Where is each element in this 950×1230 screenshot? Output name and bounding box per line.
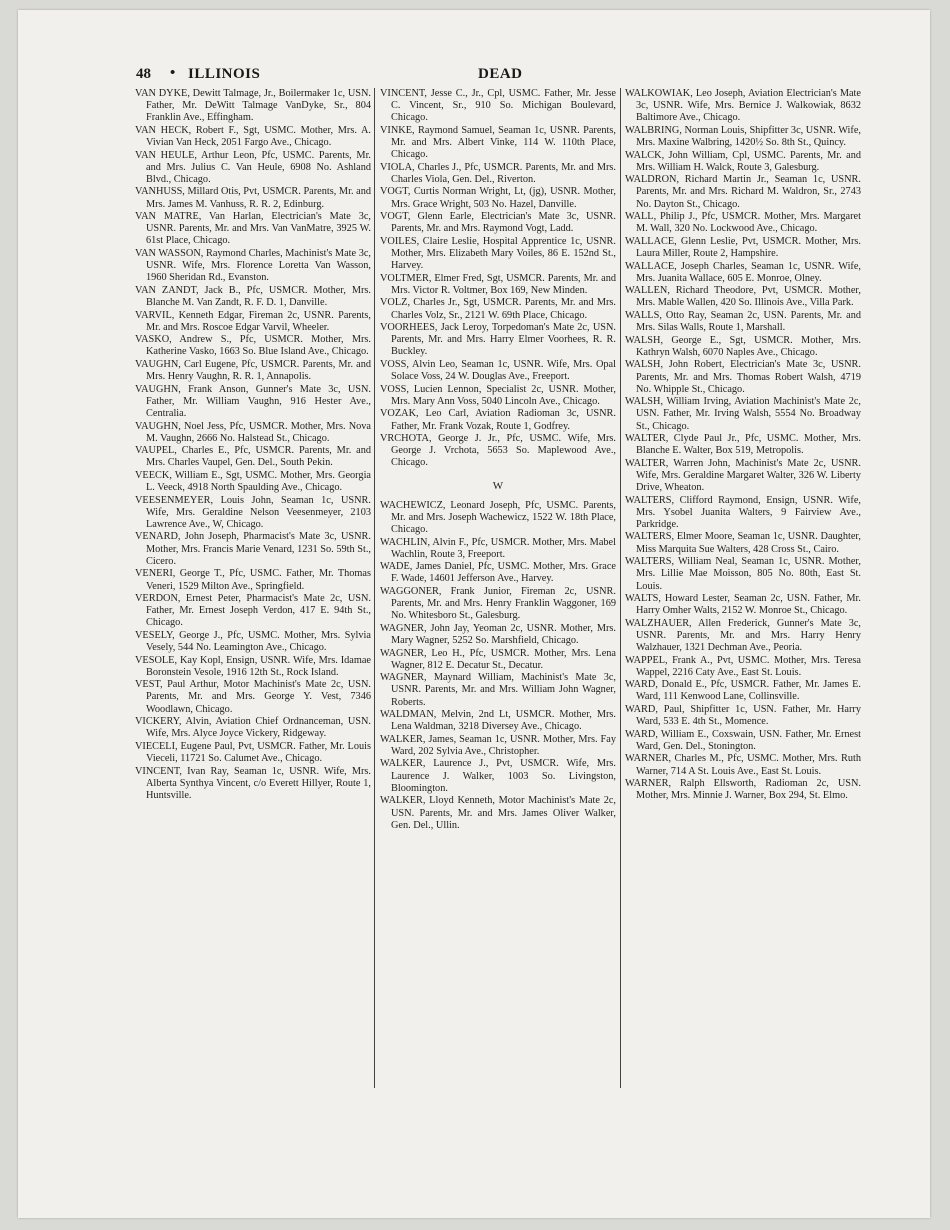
state-name: ILLINOIS (188, 66, 261, 82)
casualty-entry: VINCENT, Jesse C., Jr., Cpl, USMC. Father, Mr. Jesse C. Vincent, Sr., 910 So. Michigan Boulevard, Chicago. (380, 88, 616, 124)
casualty-entry: VARVIL, Kenneth Edgar, Fireman 2c, USNR. Parents, Mr. and Mrs. Roscoe Edgar Varvil, Wheeler. (135, 309, 371, 333)
column-3 (625, 88, 861, 803)
casualty-entry: WALSH, William Irving, Aviation Machinist's Mate 2c, USN. Father, Mr. Irving Walsh, 5554 No. Broadway St., Chicago. (625, 396, 861, 432)
casualty-entry: VANHUSS, Millard Otis, Pvt, USMCR. Parents, Mr. and Mrs. James M. Vanhuss, R. R. 2, Edinburg. (135, 186, 371, 210)
casualty-entry: WARNER, Charles M., Pfc, USMC. Mother, Mrs. Ruth Warner, 714 A St. Louis Ave., East St. Louis. (625, 753, 861, 777)
casualty-entry: WALTER, Warren John, Machinist's Mate 2c, USNR. Wife, Mrs. Geraldine Margaret Walter, 326 W. Liberty Drive, Wheaton. (625, 457, 861, 494)
casualty-entry: VERDON, Ernest Peter, Pharmacist's Mate 2c, USN. Father, Mr. Ernest Joseph Verdon, 417 E. 94th St., Chicago. (135, 593, 371, 629)
casualty-entry: VAN ZANDT, Jack B., Pfc, USMCR. Mother, Mrs. Blanche M. Van Zandt, R. F. D. 1, Danville. (135, 284, 371, 308)
casualty-entry: VEECK, William E., Sgt, USMC. Mother, Mrs. Georgia L. Veeck, 4918 North Spaulding Ave., Chicago. (135, 469, 371, 494)
casualty-entry: VAUGHN, Frank Anson, Gunner's Mate 3c, USN. Father, Mr. William Vaughn, 916 Hester Ave., Centralia. (135, 383, 371, 419)
casualty-entry: VOGT, Curtis Norman Wright, Lt, (jg), USNR. Mother, Mrs. Grace Wright, 503 No. Hazel, Danville. (380, 186, 616, 210)
casualty-entry: WALL, Philip J., Pfc, USMCR. Mother, Mrs. Margaret M. Wall, 320 No. Lockwood Ave., Chicago. (625, 211, 861, 235)
casualty-entry: VOGT, Glenn Earle, Electrician's Mate 3c, USNR. Parents, Mr. and Mrs. Raymond Vogt, Ladd. (380, 211, 616, 235)
casualty-entry: VIOLA, Charles J., Pfc, USMCR. Parents, Mr. and Mrs. Charles Viola, Gen. Del., Riverton. (380, 161, 616, 185)
casualty-entry: WARD, William E., Coxswain, USN. Father, Mr. Ernest Ward, Gen. Del., Stonington. (625, 728, 861, 752)
casualty-entry: VAN DYKE, Dewitt Talmage, Jr., Boilermaker 1c, USN. Father, Mr. DeWitt Talmage VanDyke, Sr., 804 Franklin Ave., Effingham. (135, 88, 371, 124)
casualty-entry: VOLZ, Charles Jr., Sgt, USMCR. Parents, Mr. and Mrs. Charles Volz, Sr., 2121 W. 69th Place, Chicago. (380, 297, 616, 321)
column-divider (374, 88, 375, 1088)
casualty-entry: WALTS, Howard Lester, Seaman 2c, USN. Father, Mr. Harry Omher Walts, 2152 W. Monroe St., Chicago. (625, 593, 861, 617)
casualty-entry: WALSH, George E., Sgt, USMCR. Mother, Mrs. Kathryn Walsh, 6070 Naples Ave., Chicago. (625, 334, 861, 358)
document-page (18, 10, 930, 1218)
casualty-entry: VICKERY, Alvin, Aviation Chief Ordnanceman, USN. Wife, Mrs. Alyce Joyce Vickery, Ridgeway. (135, 716, 371, 740)
casualty-entry: WALSH, John Robert, Electrician's Mate 3c, USNR. Parents, Mr. and Mrs. Thomas Robert Walsh, 4719 No. Whipple St., Chicago. (625, 359, 861, 395)
casualty-entry: WACHLIN, Alvin F., Pfc, USMCR. Mother, Mrs. Mabel Wachlin, Route 3, Freeport. (380, 536, 616, 560)
column-1 (135, 88, 371, 802)
casualty-entry: WALBRING, Norman Louis, Shipfitter 3c, USNR. Wife, Mrs. Maxine Walbring, 1420½ So. 8th St., Quincy. (625, 124, 861, 149)
casualty-entry: WALLEN, Richard Theodore, Pvt, USMCR. Mother, Mrs. Mable Wallen, 420 So. Illinois Ave., Villa Park. (625, 285, 861, 309)
casualty-entry: WARD, Paul, Shipfitter 1c, USN. Father, Mr. Harry Ward, 533 E. 4th St., Momence. (625, 704, 861, 728)
casualty-entry: WALTERS, Elmer Moore, Seaman 1c, USNR. Daughter, Miss Marquita Sue Walters, 428 Cross St., Cairo. (625, 531, 861, 555)
casualty-entry: VOILES, Claire Leslie, Hospital Apprentice 1c, USNR. Mother, Mrs. Elizabeth Mary Voiles, 86 E. 152nd St., Harvey. (380, 235, 616, 272)
casualty-entry: WALKER, Laurence J., Pvt, USMCR. Wife, Mrs. Laurence J. Walker, 1003 So. Livingston, Bloomington. (380, 758, 616, 794)
casualty-entry: WARD, Donald E., Pfc, USMCR. Father, Mr. James E. Ward, 111 Kenwood Lane, Collinsville. (625, 679, 861, 703)
casualty-entry: WAPPEL, Frank A., Pvt, USMC. Mother, Mrs. Teresa Wappel, 2216 Caty Ave., East St. Louis. (625, 654, 861, 678)
casualty-entry: WALDRON, Richard Martin Jr., Seaman 1c, USNR. Parents, Mr. and Mrs. Richard M. Waldron, Sr., 2743 No. Dayton St., Chicago. (625, 174, 861, 210)
casualty-entry: WALTERS, Clifford Raymond, Ensign, USNR. Wife, Mrs. Ysobel Juanita Walters, 9 Fairview Ave., Parkridge. (625, 494, 861, 530)
casualty-entry: VOSS, Lucien Lennon, Specialist 2c, USNR. Mother, Mrs. Mary Ann Voss, 5040 Lincoln Ave., Chicago. (380, 383, 616, 407)
casualty-entry: VOLTMER, Elmer Fred, Sgt, USMCR. Parents, Mr. and Mrs. Victor R. Voltmer, Box 169, New Minden. (380, 272, 616, 296)
section-letter: W (492, 479, 504, 492)
casualty-entry: VESELY, George J., Pfc, USMC. Mother, Mrs. Sylvia Vesely, 544 No. Leamington Ave., Chicago. (135, 629, 371, 654)
casualty-entry: WALLACE, Joseph Charles, Seaman 1c, USNR. Wife, Mrs. Juanita Wallace, 605 E. Monroe, Olney. (625, 260, 861, 284)
casualty-entry: WALDMAN, Melvin, 2nd Lt, USMCR. Mother, Mrs. Lena Waldman, 3218 Diversey Ave., Chicago. (380, 709, 616, 733)
casualty-entry: WALTERS, William Neal, Seaman 1c, USNR. Mother, Mrs. Lillie Mae Moisson, 805 No. 80th, East St. Louis. (625, 556, 861, 592)
casualty-entry: WALZHAUER, Allen Frederick, Gunner's Mate 3c, USNR. Parents, Mr. and Mrs. Harry Henry Walzhauer, 1321 Dechman Ave., Peoria. (625, 617, 861, 654)
casualty-entry: VOSS, Alvin Leo, Seaman 1c, USNR. Wife, Mrs. Opal Solace Voss, 24 W. Douglas Ave., Freeport. (380, 358, 616, 383)
casualty-entry: WAGNER, Leo H., Pfc, USMCR. Mother, Mrs. Lena Wagner, 812 E. Decatur St., Decatur. (380, 647, 616, 671)
casualty-entry: VAN HECK, Robert F., Sgt, USMC. Mother, Mrs. A. Vivian Van Heck, 2051 Fargo Ave., Chicago. (135, 124, 371, 149)
casualty-entry: WALKER, Lloyd Kenneth, Motor Machinist's Mate 2c, USN. Parents, Mr. and Mrs. James Oliver Walker, Gen. Del., Ullin. (380, 795, 616, 831)
casualty-entry: WAGGONER, Frank Junior, Fireman 2c, USNR. Parents, Mr. and Mrs. Henry Franklin Waggoner, 169 No. Whitesboro St., Galesburg. (380, 585, 616, 622)
casualty-entry: WALLACE, Glenn Leslie, Pvt, USMCR. Mother, Mrs. Laura Miller, Route 2, Hampshire. (625, 235, 861, 259)
casualty-entry: VOORHEES, Jack Leroy, Torpedoman's Mate 2c, USN. Parents, Mr. and Mrs. Harry Elmer Voorhees, R. R. Buckley. (380, 322, 616, 358)
casualty-entry: WALCK, John William, Cpl, USMC. Parents, Mr. and Mrs. William H. Walck, Route 3, Galesburg. (625, 149, 861, 173)
casualty-entry: WACHEWICZ, Leonard Joseph, Pfc, USMC. Parents, Mr. and Mrs. Joseph Wachewicz, 1522 W. 18th Place, Chicago. (380, 499, 616, 535)
casualty-entry: VRCHOTA, George J. Jr., Pfc, USMC. Wife, Mrs. George J. Vrchota, 5653 So. Maplewood Ave., Chicago. (380, 433, 616, 469)
casualty-entry: WALKER, James, Seaman 1c, USNR. Mother, Mrs. Fay Ward, 202 Sylvia Ave., Christopher. (380, 733, 616, 757)
column-divider (620, 88, 621, 1088)
casualty-entry: VENARD, John Joseph, Pharmacist's Mate 3c, USNR. Mother, Mrs. Francis Marie Venard, 1231 So. 59th St., Cicero. (135, 531, 371, 567)
casualty-entry: VESOLE, Kay Kopl, Ensign, USNR. Wife, Mrs. Idamae Boronstein Vesole, 1916 12th St., Rock Island. (135, 654, 371, 678)
casualty-entry: WADE, James Daniel, Pfc, USMC. Mother, Mrs. Grace F. Wade, 14601 Jefferson Ave., Harvey. (380, 561, 616, 585)
column-2 (380, 88, 616, 832)
header-bullet: • (170, 65, 176, 81)
casualty-entry: WARNER, Ralph Ellsworth, Radioman 2c, USN. Mother, Mrs. Minnie J. Warner, Box 294, St. Elmo. (625, 778, 861, 802)
casualty-entry: VOZAK, Leo Carl, Aviation Radioman 3c, USNR. Father, Mr. Frank Vozak, Route 1, Godfrey. (380, 408, 616, 432)
casualty-entry: VAN WASSON, Raymond Charles, Machinist's Mate 3c, USNR. Wife, Mrs. Florence Loretta Van Wasson, 1960 Sheridan Rd., Evanston. (135, 247, 371, 284)
casualty-entry: VINKE, Raymond Samuel, Seaman 1c, USNR. Parents, Mr. and Mrs. Albert Vinke, 114 W. 110th Place, Chicago. (380, 124, 616, 161)
casualty-entry: VEST, Paul Arthur, Motor Machinist's Mate 2c, USN. Parents, Mr. and Mrs. George Y. Vest, 7346 Woodlawn, Chicago. (135, 679, 371, 715)
casualty-entry: WAGNER, Maynard William, Machinist's Mate 3c, USNR. Parents, Mr. and Mrs. William John Wagner, Roberts. (380, 672, 616, 708)
casualty-entry: VENERI, George T., Pfc, USMC. Father, Mr. Thomas Veneri, 1529 Milton Ave., Springfield. (135, 568, 371, 592)
casualty-entry: VAUGHN, Noel Jess, Pfc, USMCR. Mother, Mrs. Nova M. Vaughn, 2666 No. Halstead St., Chicago. (135, 420, 371, 444)
casualty-entry: VINCENT, Ivan Ray, Seaman 1c, USNR. Wife, Mrs. Alberta Synthya Vincent, c/o Everett Hillyer, Route 1, Huntsville. (135, 765, 371, 801)
casualty-entry: WAGNER, John Jay, Yeoman 2c, USNR. Mother, Mrs. Mary Wagner, 5252 So. Marshfield, Chicago. (380, 622, 616, 646)
casualty-entry: WALLS, Otto Ray, Seaman 2c, USN. Parents, Mr. and Mrs. Silas Walls, Route 1, Marshall. (625, 309, 861, 334)
page-header (136, 66, 881, 86)
casualty-entry: VAUGHN, Carl Eugene, Pfc, USMCR. Parents, Mr. and Mrs. Henry Vaughn, R. R. 1, Annapolis. (135, 358, 371, 383)
casualty-entry: VEESENMEYER, Louis John, Seaman 1c, USNR. Wife, Mrs. Geraldine Nelson Veesenmeyer, 2103 Lawrence Ave., W, Chicago. (135, 494, 371, 530)
casualty-entry: WALKOWIAK, Leo Joseph, Aviation Electrician's Mate 3c, USNR. Wife, Mrs. Bernice J. Walkowiak, 8632 Baltimore Ave., Chicago. (625, 88, 861, 124)
section-title: DEAD (478, 66, 523, 82)
casualty-entry: WALTER, Clyde Paul Jr., Pfc, USMC. Mother, Mrs. Blanche E. Walter, Box 519, Metropolis. (625, 433, 861, 457)
casualty-entry: VAN HEULE, Arthur Leon, Pfc, USMC. Parents, Mr. and Mrs. Julius C. Van Heule, 6908 No. Ashland Blvd., Chicago. (135, 149, 371, 185)
casualty-entry: VIECELI, Eugene Paul, Pvt, USMCR. Father, Mr. Louis Vieceli, 11721 So. Calumet Ave., Chicago. (135, 740, 371, 765)
casualty-entry: VAN MATRE, Van Harlan, Electrician's Mate 3c, USNR. Parents, Mr. and Mrs. Van VanMatre, 3925 W. 61st Place, Chicago. (135, 211, 371, 247)
casualty-entry: VAUPEL, Charles E., Pfc, USMCR. Parents, Mr. and Mrs. Charles Vaupel, Gen. Del., South Pekin. (135, 445, 371, 469)
casualty-entry: VASKO, Andrew S., Pfc, USMCR. Mother, Mrs. Katherine Vasko, 1663 So. Blue Island Ave., Chicago. (135, 334, 371, 358)
page-number: 48 (136, 66, 151, 82)
